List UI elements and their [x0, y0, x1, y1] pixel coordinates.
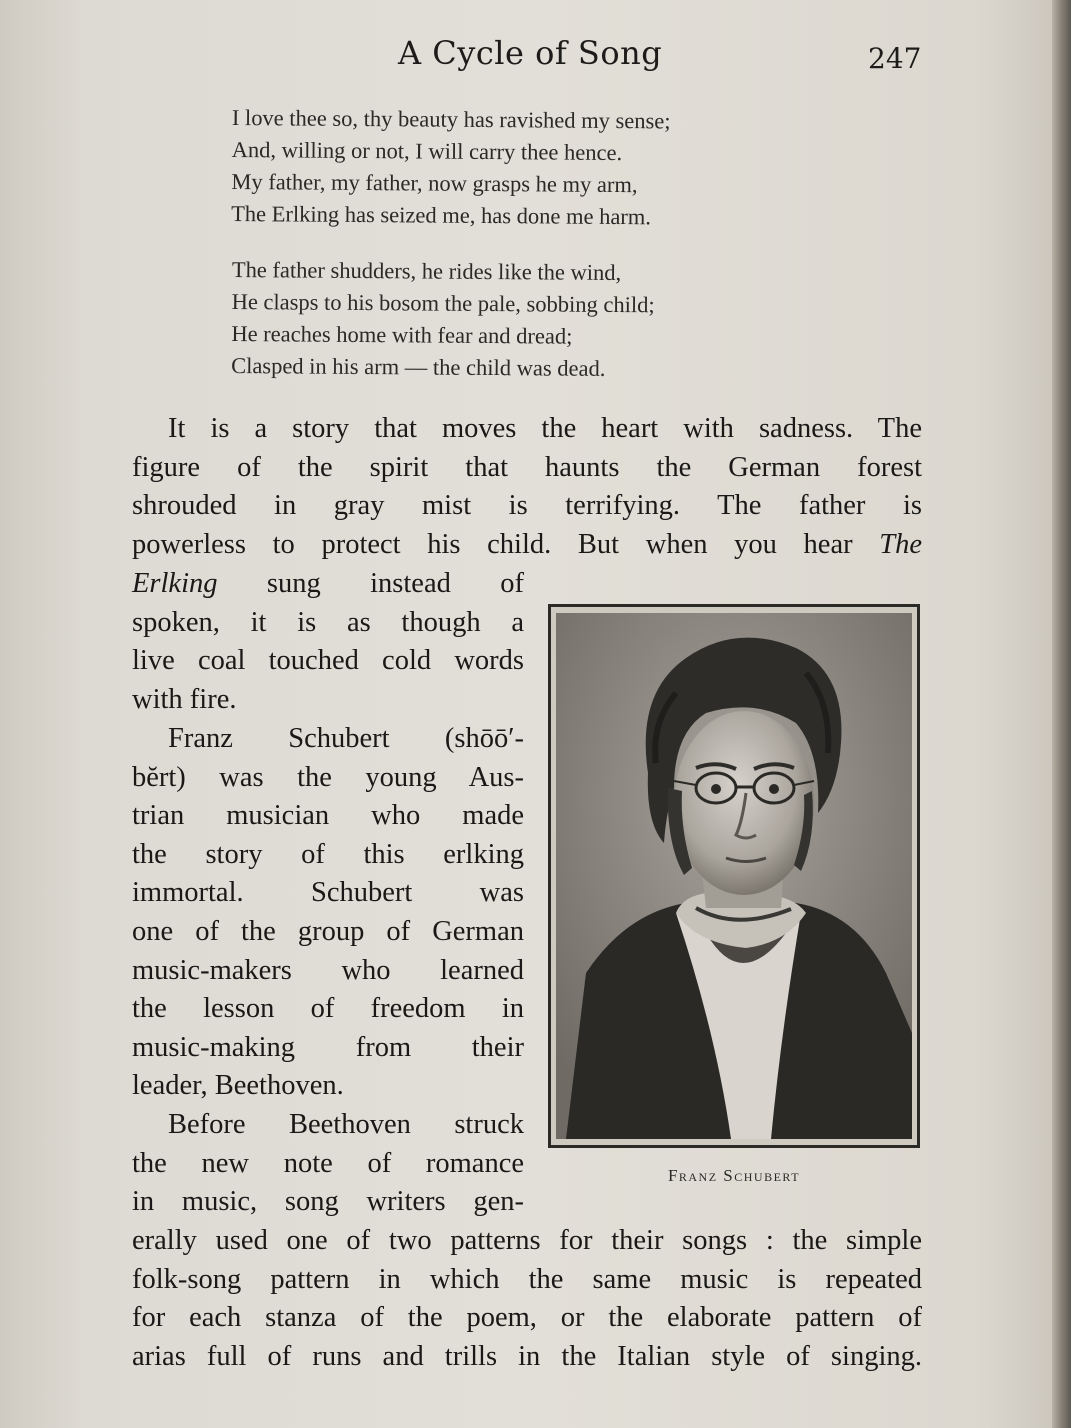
poem-line: My father, my father, now grasps he my arm,: [231, 168, 638, 198]
text-segment: sung instead of: [217, 568, 524, 599]
schubert-portrait: [556, 613, 912, 1139]
paragraph-3-narrow: [132, 1106, 524, 1222]
text-line: spoken, it is as though a: [132, 606, 524, 638]
text-line: with fire.: [132, 683, 237, 715]
text-segment: powerless to protect his child. But when you hear: [132, 528, 880, 560]
paragraph-1-wide: [132, 410, 922, 564]
text-line: music-making from their: [132, 1031, 524, 1063]
text-line: the lesson of freedom in: [132, 993, 524, 1025]
running-head: [0, 30, 1060, 74]
text-line: in music, song writers gen-: [132, 1186, 524, 1218]
paragraph-1-narrow: [132, 565, 524, 719]
title-italic: Erlking: [132, 568, 218, 599]
portrait-frame: [548, 604, 920, 1148]
text-line: shrouded in gray mist is terrifying. The father is: [132, 490, 922, 522]
paragraph-2: [132, 720, 524, 1106]
text-line: erally used one of two patterns for their songs : the simple: [132, 1225, 922, 1256]
text-line: bĕrt) was the young Aus-: [132, 761, 524, 793]
paragraph-3-wide: [132, 1222, 922, 1376]
text-line: Before Beethoven struck: [168, 1109, 524, 1140]
text-line: the new note of romance: [132, 1147, 524, 1179]
text-line: [132, 565, 524, 604]
poem-line: And, willing or not, I will carry thee hence.: [231, 136, 623, 166]
text-line: folk-song pattern in which the same music is repeated: [132, 1263, 922, 1295]
text-line: live coal touched cold words: [132, 645, 524, 677]
running-title: A Cycle of Song: [398, 34, 663, 72]
text-line: music-makers who learned: [132, 954, 524, 986]
text-line: for each stanza of the poem, or the elaborate pattern of: [132, 1302, 922, 1334]
poem-line: The father shudders, he rides like the wind,: [231, 256, 622, 286]
page-edge-shadow: [1052, 0, 1071, 1428]
poem-stanza-2: [231, 254, 655, 385]
poem-line: He reaches home with fear and dread;: [231, 320, 573, 349]
title-italic: The: [879, 528, 922, 560]
poem-stanza-1: [231, 102, 671, 233]
page-number: 247: [868, 42, 922, 75]
text-line: figure of the spirit that haunts the German forest: [132, 451, 922, 483]
text-line: trian musician who made: [132, 800, 524, 832]
text-line: It is a story that moves the heart with sadness. The: [168, 413, 922, 444]
portrait-drawing: [556, 613, 912, 1139]
poem-line: Clasped in his arm — the child was dead.: [231, 352, 606, 381]
text-line: Franz Schubert (shōō′-: [168, 723, 524, 754]
text-line: one of the group of German: [132, 915, 524, 947]
text-line: arias full of runs and trills in the Italian style of singing.: [132, 1340, 922, 1372]
poem-line: He clasps to his bosom the pale, sobbing child;: [231, 288, 655, 318]
portrait-caption: Franz Schubert: [667, 1166, 801, 1185]
poem-line: The Erlking has seized me, has done me harm.: [231, 200, 652, 230]
text-line: the story of this erlking: [132, 838, 524, 870]
text-line: immortal. Schubert was: [132, 877, 524, 909]
poem-line: I love thee so, thy beauty has ravished my sense;: [231, 104, 671, 134]
text-line: [132, 526, 922, 565]
text-line: leader, Beethoven.: [132, 1070, 344, 1102]
